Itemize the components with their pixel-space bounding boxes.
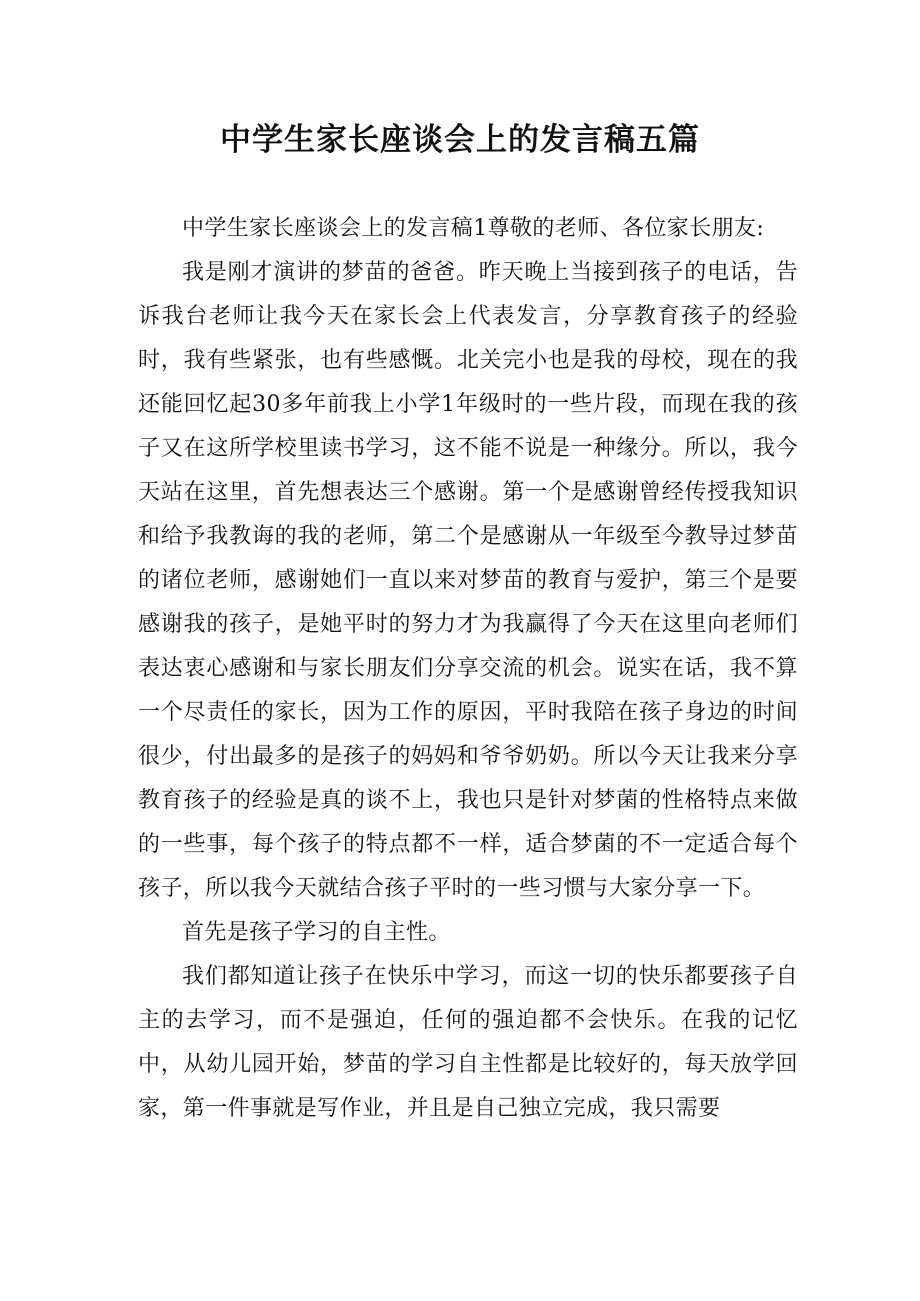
paragraph-self-study: 我们都知道让孩子在快乐中学习，而这一切的快乐都要孩子自主的去学习，而不是强迫，任何的强迫都不会快乐。在我的记忆中，从幼儿园开始，梦苗的学习自主性都是比较好的，每天放学回家，第一件事就是写作业，并且是自己独立完成，我只需要 <box>138 964 798 1121</box>
paragraph-greeting: 中学生家长座谈会上的发言稿1尊敬的老师、各位家长朋友: <box>182 216 765 241</box>
document-title: 中学生家长座谈会上的发言稿五篇 <box>220 122 700 158</box>
document-body <box>138 207 798 1131</box>
paragraph-section-heading: 首先是孩子学习的自主性。 <box>182 920 451 945</box>
paragraph-introduction: 我是刚才演讲的梦苗的爸爸。昨天晚上当接到孩子的电话，告诉我台老师让我今天在家长会上代表发言，分享教育孩子的经验时，我有些紧张，也有些感慨。北关完小也是我的母校，现在的我还能回忆起30多年前我上小学1年级时的一些片段，而现在我的孩子又在这所学校里读书学习，这不能不说是一种缘分。所以，我今天站在这里，首先想表达三个感谢。第一个是感谢曾经传授我知识和给予我教诲的我的老师，第二个是感谢从一年级至今教导过梦苗的诸位老师，感谢她们一直以来对梦苗的教育与爱护，第三个是要感谢我的孩子，是她平时的努力才为我赢得了今天在这里向老师们表达衷心感谢和与家长朋友们分享交流的机会。说实在话，我不算一个尽责任的家长，因为工作的原因，平时我陪在孩子身边的时间很少，付出最多的是孩子的妈妈和爷爷奶奶。所以今天让我来分享教育孩子的经验是真的谈不上，我也只是针对梦菌的性格特点来做的一些事，每个孩子的特点都不一样，适合梦菌的不一定适合每个孩子，所以我今天就结合孩子平时的一些习惯与大家分享一下。 <box>138 260 798 901</box>
